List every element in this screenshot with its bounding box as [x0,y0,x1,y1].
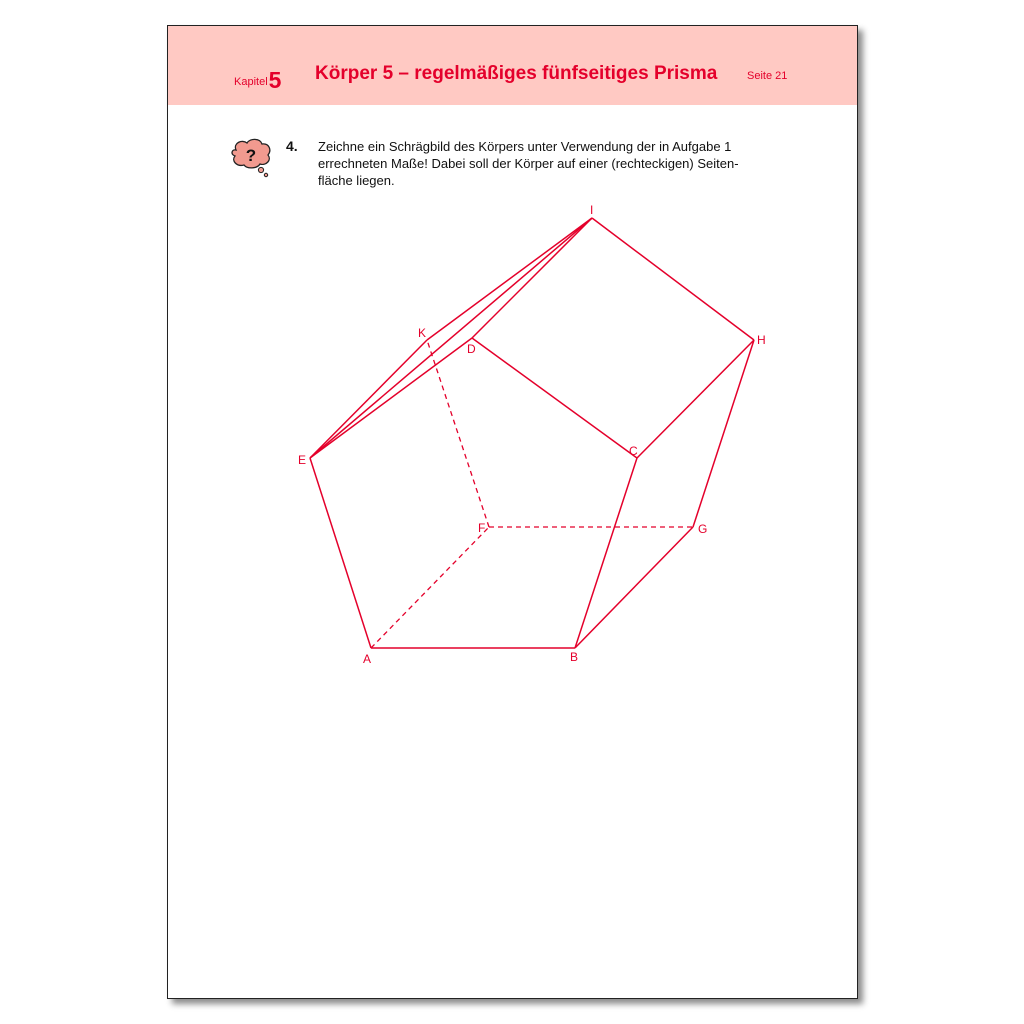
edge-EI [310,218,592,458]
edge-GH [693,340,754,527]
task-text-line: fläche liegen. [318,173,395,188]
vertex-label-k: K [418,326,427,340]
vertex-label-i: I [590,203,594,217]
edge-CD [472,338,637,458]
task-text-line: Zeichne ein Schrägbild des Körpers unter Verwendung der in Aufgabe 1 [318,139,732,154]
svg-text:?: ? [245,146,257,165]
hidden-edge-FK [427,340,489,527]
page-title: Körper 5 – regelmäßiges fünfseitiges Prisma [315,63,718,84]
vertex-label-d: D [467,342,476,356]
vertex-label-e: E [298,453,307,467]
vertex-label-a: A [363,652,372,666]
hidden-edge-AF [371,527,489,648]
edge-CH [637,340,754,458]
vertex-label-h: H [757,333,766,347]
vertex-label-f: F [478,521,486,535]
edge-DE [310,338,472,458]
edge-HI [592,218,754,340]
edge-DI [472,218,592,338]
task-number: 4. [286,138,298,154]
chapter-number: 5 [268,67,282,93]
edge-IK [427,218,592,340]
edge-BC [575,458,637,648]
vertex-label-g: G [698,522,708,536]
edge-EA [310,458,371,648]
vertex-label-b: B [570,650,579,664]
vertex-label-c: C [629,444,638,458]
edge-BG [575,527,693,648]
edge-EK [310,340,427,458]
page-number: Seite 21 [747,70,788,82]
task-text-line: errechneten Maße! Dabei soll der Körper auf einer (rechteckigen) Seiten- [318,156,739,171]
chapter-label-text: Kapitel [234,76,268,88]
